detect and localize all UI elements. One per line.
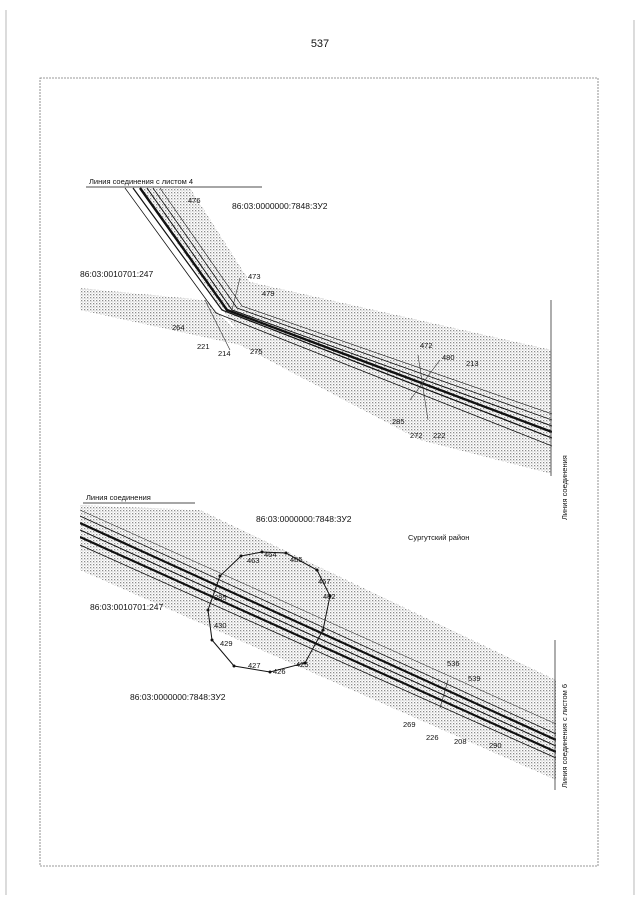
top-point-222: 222 — [433, 431, 446, 440]
bottom-parcel-left-label: 86:03:0010701:247 — [90, 602, 164, 612]
bottom-point-465: 465 — [290, 555, 303, 564]
top-point-285: 285 — [392, 417, 405, 426]
bottom-parcel-main-label: 86:03:0000000:7848:ЗУ2 — [256, 514, 352, 524]
top-connection-label: Линия соединения с листом 4 — [89, 177, 194, 186]
top-point-264: 264 — [172, 323, 185, 332]
bottom-point-539: 539 — [468, 674, 481, 683]
bottom-point-467: 467 — [318, 577, 331, 586]
top-point-480: 480 — [442, 353, 455, 362]
bottom-hatched-zone — [80, 505, 556, 780]
bottom-point-425: 425 — [296, 660, 309, 669]
bottom-map-sheet — [80, 505, 556, 790]
top-map-sheet — [80, 188, 552, 476]
bottom-point-426: 426 — [273, 667, 286, 676]
bottom-point-536: 536 — [447, 659, 460, 668]
bottom-point-429: 429 — [220, 639, 233, 648]
top-point-476: 476 — [188, 196, 201, 205]
bottom-parcel-lower-label: 86:03:0000000:7848:ЗУ2 — [130, 692, 226, 702]
top-point-275: 275 — [250, 347, 263, 356]
bottom-connection-label: Линия соединения — [86, 493, 151, 502]
bottom-point-269: 269 — [403, 720, 416, 729]
bottom-point-208: 208 — [454, 737, 467, 746]
top-parcel-main-label: 86:03:0000000:7848:ЗУ2 — [232, 201, 328, 211]
top-right-connection-label: Линия соединения — [560, 455, 569, 520]
top-point-214: 214 — [218, 349, 231, 358]
bottom-point-285: 285 — [214, 593, 227, 602]
top-parcel-left-label: 86:03:0010701:247 — [80, 269, 154, 279]
top-point-479: 479 — [262, 289, 275, 298]
top-point-473: 473 — [248, 272, 261, 281]
bottom-point-463: 463 — [247, 556, 260, 565]
top-point-472: 472 — [420, 341, 433, 350]
bottom-point-226: 226 — [426, 733, 439, 742]
top-point-221: 221 — [197, 342, 210, 351]
top-point-213: 213 — [466, 359, 479, 368]
bottom-point-430: 430 — [214, 621, 227, 630]
bottom-point-464: 464 — [264, 550, 277, 559]
bottom-point-290: 290 — [489, 741, 502, 750]
bottom-point-462: 462 — [323, 592, 336, 601]
top-point-272: 272 — [410, 431, 423, 440]
bottom-right-connection-label: Линия соединения с листом 6 — [560, 683, 569, 788]
bottom-point-427: 427 — [248, 661, 261, 670]
district-label: Сургутский район — [408, 533, 470, 542]
page-number: 537 — [310, 38, 330, 50]
